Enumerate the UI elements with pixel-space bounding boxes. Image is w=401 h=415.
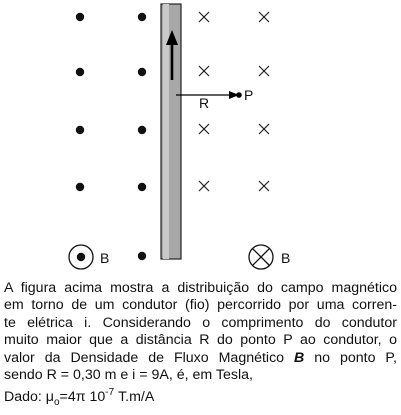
field-dot — [76, 183, 84, 191]
field-cross — [259, 66, 269, 76]
question-line: te elétrica i. Considerando o comprimento do condutor — [4, 314, 397, 331]
field-dot — [138, 68, 146, 76]
given-data: Dado: $\mu_o=4\pi$ $10^{-7}$ T.m/A — [4, 387, 155, 409]
label-p: P — [244, 87, 254, 103]
field-crosses-in — [199, 12, 269, 191]
field-cross — [199, 124, 209, 134]
label-r: R — [199, 95, 210, 111]
legend-b-in-label: B — [281, 250, 291, 266]
field-dot — [76, 68, 84, 76]
field-dot — [76, 13, 84, 21]
field-dots-out — [76, 13, 146, 260]
question-line: em torno de um condutor (fio) percorrido por uma corren- — [4, 297, 397, 314]
field-dot — [138, 252, 146, 260]
question-line: muito maior que a distância R do ponto P ao condutor, o — [4, 332, 397, 349]
field-cross — [199, 181, 209, 191]
field-dot — [138, 126, 146, 134]
point-p-dot — [236, 92, 242, 98]
field-dot — [138, 183, 146, 191]
question-text — [4, 280, 397, 412]
question-line: A figura acima mostra a distribuição do campo magnético — [4, 280, 397, 296]
question-line: sendo R = 0,30 m e i = 9A, é, em Tesla, — [4, 367, 253, 384]
legend-b-out-symbol — [69, 245, 93, 269]
field-cross — [199, 66, 209, 76]
legend-b-in-symbol — [249, 245, 273, 269]
vector-b: B — [294, 349, 305, 366]
field-cross — [259, 181, 269, 191]
field-dot — [76, 126, 84, 134]
field-cross — [259, 124, 269, 134]
field-cross — [199, 12, 209, 22]
legend-b-out-label: B — [100, 250, 110, 266]
field-cross — [259, 12, 269, 22]
field-dot — [138, 13, 146, 21]
question-line: valor da Densidade de Fluxo Magnético B no ponto P, — [4, 349, 398, 366]
